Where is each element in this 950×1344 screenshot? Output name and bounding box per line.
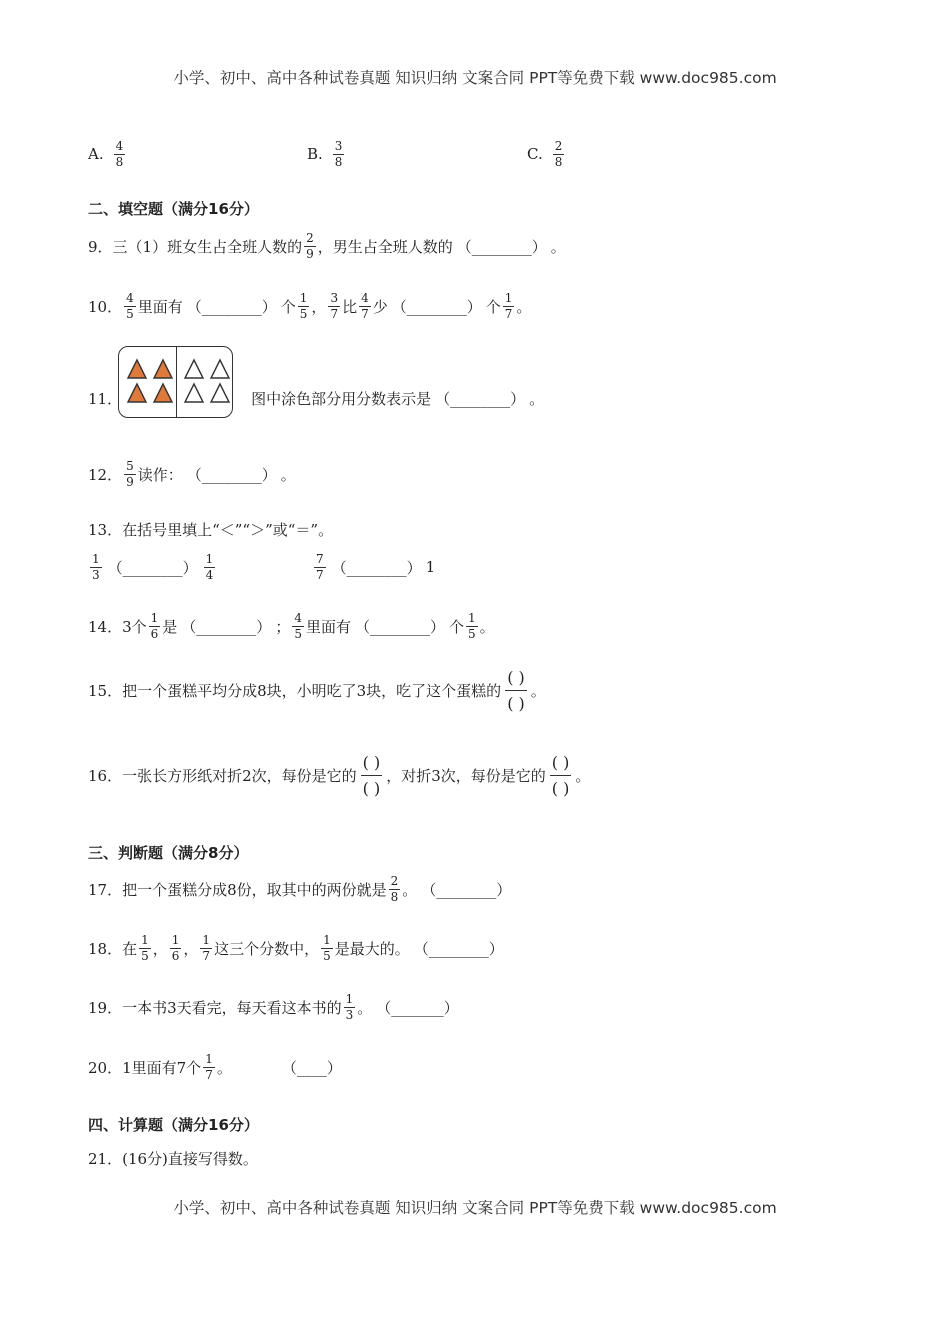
fraction: $\frac{1}{7}$ xyxy=(504,291,513,321)
fraction: $\frac{2}{8}$ xyxy=(390,874,399,904)
fraction: $\frac{1}{5}$ xyxy=(141,933,149,963)
shaded-triangle xyxy=(154,360,172,378)
fraction-answer[interactable]: $\frac{( )}{( )}$ xyxy=(551,753,570,798)
answer-blank[interactable]: （________） xyxy=(186,465,277,484)
question-20: 20． 1里面有7个 $\frac{1}{7}$ 。 （____） xyxy=(88,1052,342,1082)
option-b xyxy=(307,140,346,168)
option-a xyxy=(88,140,127,168)
answer-blank[interactable]: （________） xyxy=(186,297,277,316)
fraction: $\frac{1}{5}$ xyxy=(323,933,331,963)
fraction: $\frac{5}{9}$ xyxy=(126,459,134,489)
question-16: 16． 一张长方形纸对折2次，每份是它的 $\frac{( )}{( )}$ ，对折3次，每份是它的 $\frac{( )}{( )}$ 。 xyxy=(88,753,591,798)
section-fill-title: 二、填空题（满分16分） xyxy=(88,200,259,218)
question-18: 18． 在 $\frac{1}{5}$ ， $\frac{1}{6}$ ， $\frac{1}{7}$ 这三个分数中， $\frac{1}{5}$ 是最大的。 （________） xyxy=(88,933,504,963)
fraction: $\frac{3}{8}$ xyxy=(334,139,343,169)
fraction-answer[interactable]: $\frac{( )}{( )}$ xyxy=(507,668,525,713)
page-header: 小学、初中、高中各种试卷真题 知识归纳 文案合同 PPT等免费下载 www.doc985.com xyxy=(173,69,777,87)
question-19: 19． 一本书3天看完，每天看这本书的 $\frac{1}{3}$ 。 （_______） xyxy=(88,992,459,1022)
option-label: B. xyxy=(307,145,323,164)
fraction: $\frac{4}{7}$ xyxy=(361,291,369,321)
option-label: C. xyxy=(527,145,543,164)
fraction: $\frac{1}{7}$ xyxy=(205,1052,213,1082)
answer-blank[interactable]: （________） xyxy=(331,558,422,577)
section-judge-title: 三、判断题（满分8分） xyxy=(88,844,249,862)
empty-triangle xyxy=(211,360,229,378)
question-9: 9． 三（1）班女生占全班人数的 $\frac{2}{9}$ ，男生占全班人数的 （________） 。 xyxy=(88,231,566,261)
answer-blank[interactable]: （________） xyxy=(421,880,512,899)
fraction: $\frac{7}{7}$ xyxy=(316,552,324,582)
fraction: $\frac{4}{5}$ xyxy=(294,611,302,641)
empty-triangle xyxy=(185,360,203,378)
fraction-answer[interactable]: $\frac{( )}{( )}$ xyxy=(362,753,381,798)
page-footer: 小学、初中、高中各种试卷真题 知识归纳 文案合同 PPT等免费下载 www.doc985.com xyxy=(173,1199,777,1217)
fraction: $\frac{1}{3}$ xyxy=(345,992,354,1022)
fraction: $\frac{1}{6}$ xyxy=(150,611,159,641)
fraction: $\frac{3}{7}$ xyxy=(330,291,339,321)
answer-blank[interactable]: （________） xyxy=(181,617,272,636)
fraction: $\frac{1}{4}$ xyxy=(205,552,214,582)
answer-blank[interactable]: （________） xyxy=(354,617,445,636)
question-11: 11． 图中涂色部分用分数表示是 （________） 。 xyxy=(88,390,545,408)
compare-row-2: $\frac{7}{7}$ （________） 1 xyxy=(316,552,436,582)
compare-row-1 xyxy=(88,553,217,581)
question-17: 17． 把一个蛋糕分成8份，取其中的两份就是 $\frac{2}{8}$ 。 （________） xyxy=(88,874,512,904)
question-12: 12． $\frac{5}{9}$ 读作： （________） 。 xyxy=(88,459,296,489)
option-label: A. xyxy=(88,145,104,164)
answer-blank[interactable]: （________） xyxy=(107,558,198,577)
answer-blank[interactable]: （____） xyxy=(281,1058,342,1077)
option-c xyxy=(527,140,566,168)
question-21: 21． (16分)直接写得数。 xyxy=(88,1150,258,1168)
answer-blank[interactable]: （________） xyxy=(456,237,547,256)
fraction: $\frac{2}{9}$ xyxy=(306,231,314,261)
fraction: $\frac{1}{5}$ xyxy=(468,611,476,641)
answer-blank[interactable]: （________） xyxy=(435,390,526,408)
fraction: $\frac{1}{7}$ xyxy=(202,933,211,963)
question-13: 13． 在括号里填上“＜”“＞”或“＝”。 xyxy=(88,521,334,539)
fraction: $\frac{4}{5}$ xyxy=(126,291,134,321)
question-14: 14． 3个 $\frac{1}{6}$ 是 （________） ； $\frac{4}{5}$ 里面有 （________） 个 $\frac{1}{5}$ 。 xyxy=(88,611,495,641)
answer-blank[interactable]: （________） xyxy=(391,297,482,316)
section-calc-title: 四、计算题（满分16分） xyxy=(88,1116,259,1134)
fraction: $\frac{2}{8}$ xyxy=(554,139,563,169)
question-15: 15． 把一个蛋糕平均分成8块，小明吃了3块，吃了这个蛋糕的 $\frac{( )}{( )}$ 。 xyxy=(88,668,546,713)
fraction: $\frac{1}{3}$ xyxy=(92,552,100,582)
question-10: 10． $\frac{4}{5}$ 里面有 （________） 个 $\frac{1}{5}$ ， $\frac{3}{7}$ 比 $\frac{4}{7}$ 少 （________） 个 $\frac{1}{7}$ 。 xyxy=(88,291,532,321)
shaded-triangle xyxy=(128,360,146,378)
fraction: $\frac{1}{5}$ xyxy=(299,291,308,321)
fraction: $\frac{1}{6}$ xyxy=(171,933,180,963)
answer-blank[interactable]: （________） xyxy=(413,939,504,958)
fraction: $\frac{4}{8}$ xyxy=(115,139,124,169)
answer-blank[interactable]: （_______） xyxy=(376,998,459,1017)
